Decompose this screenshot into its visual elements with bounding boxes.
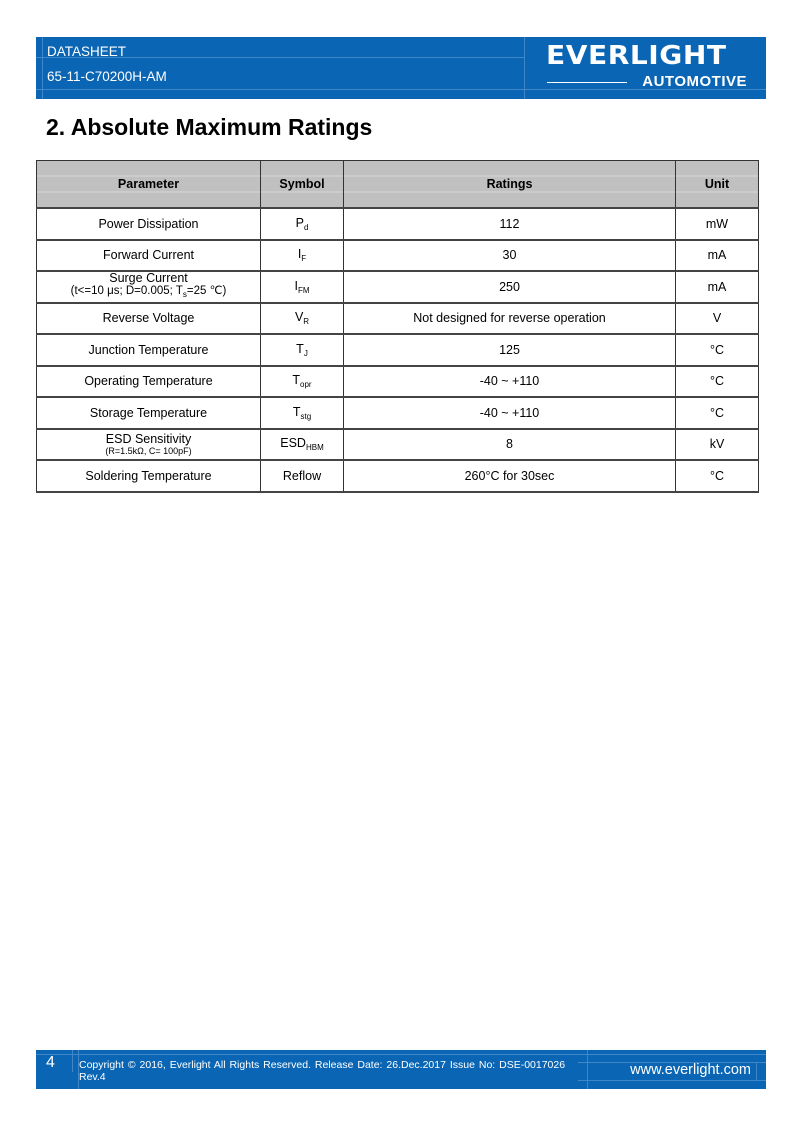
param-label: Surge Current	[109, 271, 188, 286]
footer-divider	[756, 1062, 757, 1080]
cell-unit: °C	[676, 334, 759, 366]
symbol-main: V	[294, 310, 304, 325]
footer-divider	[72, 1050, 73, 1072]
part-number: 65-11-C70200H-AM	[47, 69, 167, 84]
symbol-main: T	[292, 404, 301, 419]
symbol-sub: opr	[300, 380, 312, 390]
symbol-main: T	[292, 373, 301, 388]
cell-parameter: Junction Temperature	[37, 334, 261, 366]
cell-unit: mW	[676, 208, 759, 240]
note-part: =25 ℃)	[186, 285, 227, 298]
note-part: (t<=10 μs; D=0.005; T	[70, 285, 183, 298]
table-row	[37, 366, 759, 398]
table-row	[37, 240, 759, 272]
symbol-main: I	[294, 278, 298, 293]
symbol-sub: d	[303, 222, 309, 232]
logo-automotive: AUTOMOTIVE	[642, 73, 747, 90]
website-link[interactable]: www.everlight.com	[630, 1062, 751, 1078]
symbol-sub: HBM	[305, 443, 324, 453]
cell-unit: V	[676, 303, 759, 335]
cell-symbol	[261, 366, 344, 398]
col-header-unit: Unit	[676, 161, 759, 209]
header-divider	[524, 37, 525, 99]
cell-unit: °C	[676, 366, 759, 398]
col-header-parameter: Parameter	[37, 161, 261, 209]
param-note	[37, 285, 260, 301]
symbol-sub: FM	[297, 285, 310, 295]
cell-symbol	[261, 397, 344, 429]
table-row	[37, 460, 759, 492]
cell-unit: mA	[676, 240, 759, 272]
cell-symbol	[261, 303, 344, 335]
cell-rating: 8	[344, 429, 676, 461]
absolute-max-ratings-table	[36, 160, 759, 493]
cell-parameter: Power Dissipation	[37, 208, 261, 240]
cell-rating: -40 ~ +110	[344, 397, 676, 429]
table-row	[37, 303, 759, 335]
symbol-sub: J	[303, 348, 308, 358]
note-sub: s	[182, 290, 187, 300]
symbol-main: ESD	[280, 436, 306, 451]
cell-rating: -40 ~ +110	[344, 366, 676, 398]
table-row	[37, 429, 759, 461]
page-number: 4	[46, 1054, 55, 1071]
doc-type: DATASHEET	[47, 44, 127, 59]
footer-banner	[36, 1050, 766, 1089]
cell-parameter	[37, 429, 261, 461]
cell-rating: Not designed for reverse operation	[344, 303, 676, 335]
cell-symbol	[261, 271, 344, 303]
cell-symbol	[261, 334, 344, 366]
symbol-sub: stg	[300, 411, 312, 421]
copyright-line2: Rev.4	[79, 1071, 106, 1083]
cell-parameter: Storage Temperature	[37, 397, 261, 429]
cell-rating: 125	[344, 334, 676, 366]
cell-symbol	[261, 208, 344, 240]
section-title: 2. Absolute Maximum Ratings	[46, 114, 373, 140]
table-row	[37, 397, 759, 429]
col-header-symbol: Symbol	[261, 161, 344, 209]
cell-parameter: Reverse Voltage	[37, 303, 261, 335]
cell-parameter: Operating Temperature	[37, 366, 261, 398]
cell-unit: kV	[676, 429, 759, 461]
cell-unit: mA	[676, 271, 759, 303]
copyright	[79, 1059, 589, 1083]
cell-parameter: Forward Current	[37, 240, 261, 272]
symbol-main: T	[296, 341, 304, 356]
cell-rating: 30	[344, 240, 676, 272]
cell-rating: 112	[344, 208, 676, 240]
logo-rule	[547, 82, 627, 83]
param-label: ESD Sensitivity	[105, 431, 192, 446]
symbol-main: P	[295, 215, 304, 230]
copyright-line1: Copyright © 2016, Everlight All Rights Reserved. Release Date: 26.Dec.2017 Issue No: DSE-0017026	[79, 1059, 566, 1071]
table-row	[37, 208, 759, 240]
header-divider	[42, 37, 43, 99]
cell-rating: 260°C for 30sec	[344, 460, 676, 492]
footer-divider	[578, 1080, 766, 1081]
footer-divider	[36, 1054, 766, 1055]
symbol-main: I	[297, 247, 302, 262]
header-banner	[36, 37, 766, 99]
cell-parameter	[37, 271, 261, 303]
cell-symbol	[261, 429, 344, 461]
table-header-row	[37, 161, 759, 209]
param-note: (R=1.5kΩ, C= 100pF)	[105, 445, 192, 456]
col-header-ratings: Ratings	[344, 161, 676, 209]
cell-symbol: Reflow	[261, 460, 344, 492]
cell-unit: °C	[676, 397, 759, 429]
cell-rating: 250	[344, 271, 676, 303]
table-row	[37, 271, 759, 303]
symbol-sub: R	[303, 317, 310, 327]
table-row	[37, 334, 759, 366]
symbol-sub: F	[301, 254, 307, 264]
logo-everlight: EVERLIGHT	[546, 41, 727, 71]
cell-unit: °C	[676, 460, 759, 492]
cell-symbol	[261, 240, 344, 272]
cell-parameter: Soldering Temperature	[37, 460, 261, 492]
